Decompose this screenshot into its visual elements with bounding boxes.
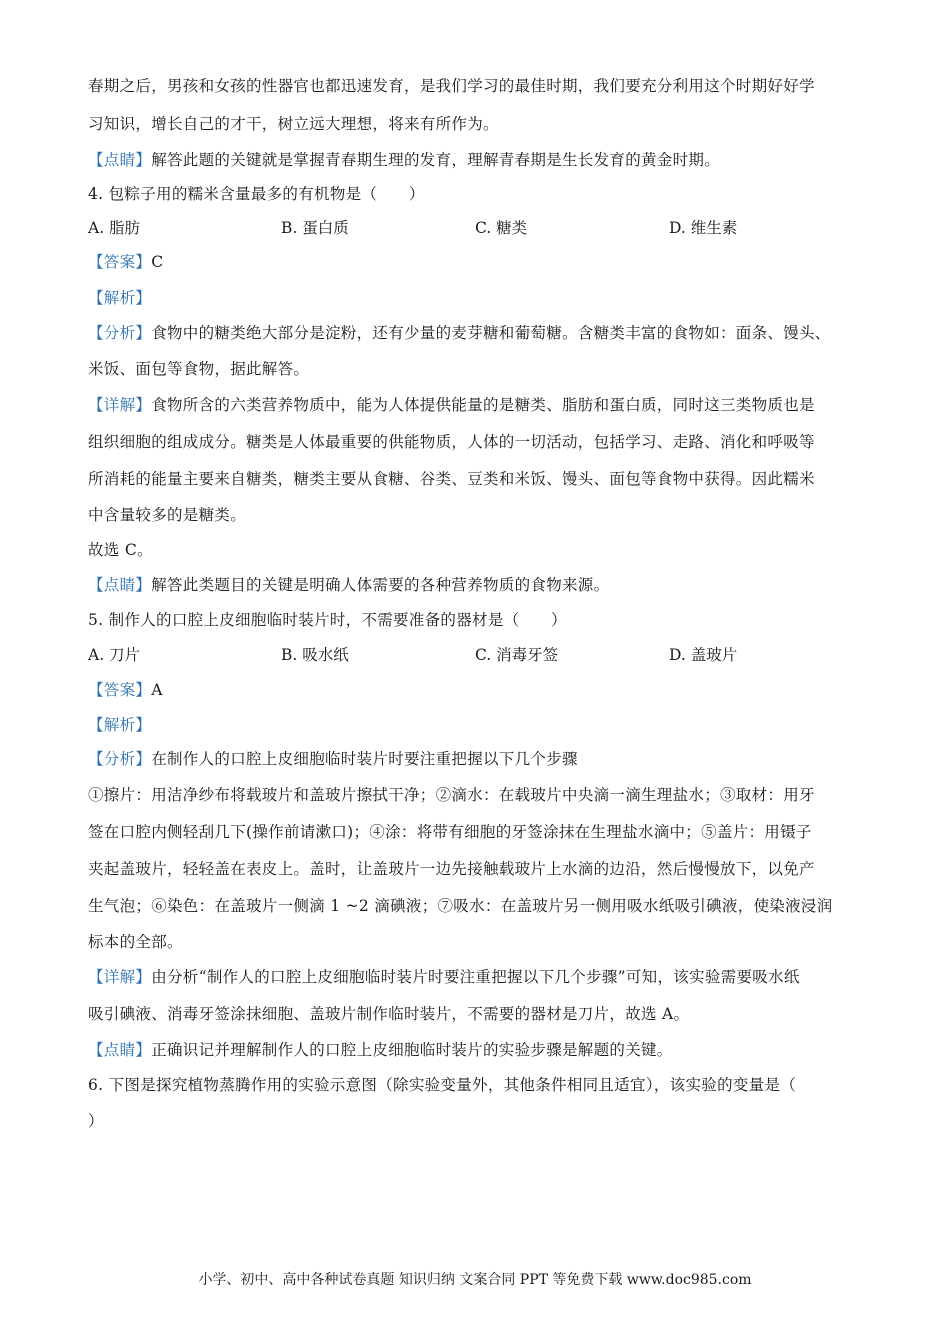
option-b: B. 吸水纸 bbox=[281, 646, 349, 664]
text-line: 故选 C。 bbox=[88, 541, 153, 559]
text-line: 标本的全部。 bbox=[88, 933, 183, 951]
analysis-heading bbox=[88, 288, 151, 308]
text-line: 吸引碘液、消毒牙签涂抹细胞、盖玻片制作临时装片，不需要的器材是刀片，故选 A。 bbox=[88, 1005, 690, 1023]
tag-label: 【解析】 bbox=[88, 716, 152, 734]
tag-label: 【点睛】 bbox=[88, 1041, 152, 1059]
answer-line: 【答案】C bbox=[88, 253, 164, 271]
text-line: 所消耗的能量主要来自糖类，糖类主要从食糖、谷类、豆类和米饭、馒头、面包等食物中获得。因此糯米 bbox=[88, 470, 815, 488]
question-6: 6. 下图是探究植物蒸腾作用的实验示意图（除实验变量外，其他条件相同且适宜），该实验的变量是（ bbox=[88, 1076, 797, 1094]
text-line: 【点睛】解答此类题目的关键是明确人体需要的各种营养物质的食物来源。 bbox=[88, 576, 610, 594]
text-line: 【点睛】解答此题的关键就是掌握青春期生理的发育，理解青春期是生长发育的黄金时期。 bbox=[88, 151, 721, 169]
option-d: D. 维生素 bbox=[669, 219, 738, 237]
tag-label: 【分析】 bbox=[88, 750, 152, 768]
text-line: 组织细胞的组成成分。糖类是人体最重要的供能物质，人体的一切活动，包括学习、走路、消化和呼吸等 bbox=[88, 433, 815, 451]
tag-label: 【详解】 bbox=[88, 396, 152, 414]
text-line: 夹起盖玻片，轻轻盖在表皮上。盖时，让盖玻片一边先接触载玻片上水滴的边沿，然后慢慢放下，以免产 bbox=[88, 860, 815, 878]
text-line: 签在口腔内侧轻刮几下(操作前请漱口)；④涂：将带有细胞的牙签涂抹在生理盐水滴中；⑤盖片：用镊子 bbox=[88, 823, 812, 841]
text-line: 生气泡；⑥染色：在盖玻片一侧滴 1 ~2 滴碘液；⑦吸水：在盖玻片另一侧用吸水纸吸引碘液，使染液浸润 bbox=[88, 897, 833, 915]
text-line: 【分析】食物中的糖类绝大部分是淀粉，还有少量的麦芽糖和葡萄糖。含糖类丰富的食物如：面条、馒头、 bbox=[88, 324, 831, 342]
tag-label: 【答案】 bbox=[88, 253, 152, 271]
tag-label: 【解析】 bbox=[88, 289, 152, 307]
text-line: 【点睛】正确识记并理解制作人的口腔上皮细胞临时装片的实验步骤是解题的关键。 bbox=[88, 1041, 673, 1059]
text-line: 【详解】食物所含的六类营养物质中，能为人体提供能量的是糖类、脂肪和蛋白质，同时这三类物质也是 bbox=[88, 396, 815, 414]
text-line: ） bbox=[88, 1112, 104, 1130]
analysis-heading bbox=[88, 715, 151, 735]
footer-text: 小学、初中、高中各种试卷真题 知识归纳 文案合同 PPT 等免费下载 www.doc985.com bbox=[198, 1272, 752, 1288]
question-4: 4. 包粽子用的糯米含量最多的有机物是（ ） bbox=[88, 185, 425, 203]
text-line: ①擦片：用洁净纱布将载玻片和盖玻片擦拭干净；②滴水：在载玻片中央滴一滴生理盐水；③取材：用牙 bbox=[88, 786, 815, 804]
option-a: A. 脂肪 bbox=[88, 219, 141, 237]
option-c: C. 糖类 bbox=[475, 219, 528, 237]
text-line: 春期之后，男孩和女孩的性器官也都迅速发育，是我们学习的最佳时期，我们要充分利用这个时期好好学 bbox=[88, 77, 815, 95]
tag-label: 【详解】 bbox=[88, 968, 152, 986]
option-c: C. 消毒牙签 bbox=[475, 646, 559, 664]
text-line: 习知识，增长自己的才干，树立远大理想，将来有所作为。 bbox=[88, 115, 499, 133]
text-line: 中含量较多的是糖类。 bbox=[88, 506, 247, 524]
tag-label: 【点睛】 bbox=[88, 576, 152, 594]
text-line: 【分析】在制作人的口腔上皮细胞临时装片时要注重把握以下几个步骤 bbox=[88, 750, 578, 768]
option-a: A. 刀片 bbox=[88, 646, 141, 664]
answer-line: 【答案】A bbox=[88, 681, 163, 699]
question-5: 5. 制作人的口腔上皮细胞临时装片时，不需要准备的器材是（ ） bbox=[88, 611, 567, 629]
tag-label: 【分析】 bbox=[88, 324, 152, 342]
tag-label: 【答案】 bbox=[88, 681, 152, 699]
text-line: 米饭、面包等食物，据此解答。 bbox=[88, 360, 310, 378]
option-b: B. 蛋白质 bbox=[281, 219, 349, 237]
option-d: D. 盖玻片 bbox=[669, 646, 738, 664]
text-line: 【详解】由分析“制作人的口腔上皮细胞临时装片时要注重把握以下几个步骤”可知，该实验需要吸水纸 bbox=[88, 968, 800, 986]
tag-label: 【点睛】 bbox=[88, 151, 152, 169]
